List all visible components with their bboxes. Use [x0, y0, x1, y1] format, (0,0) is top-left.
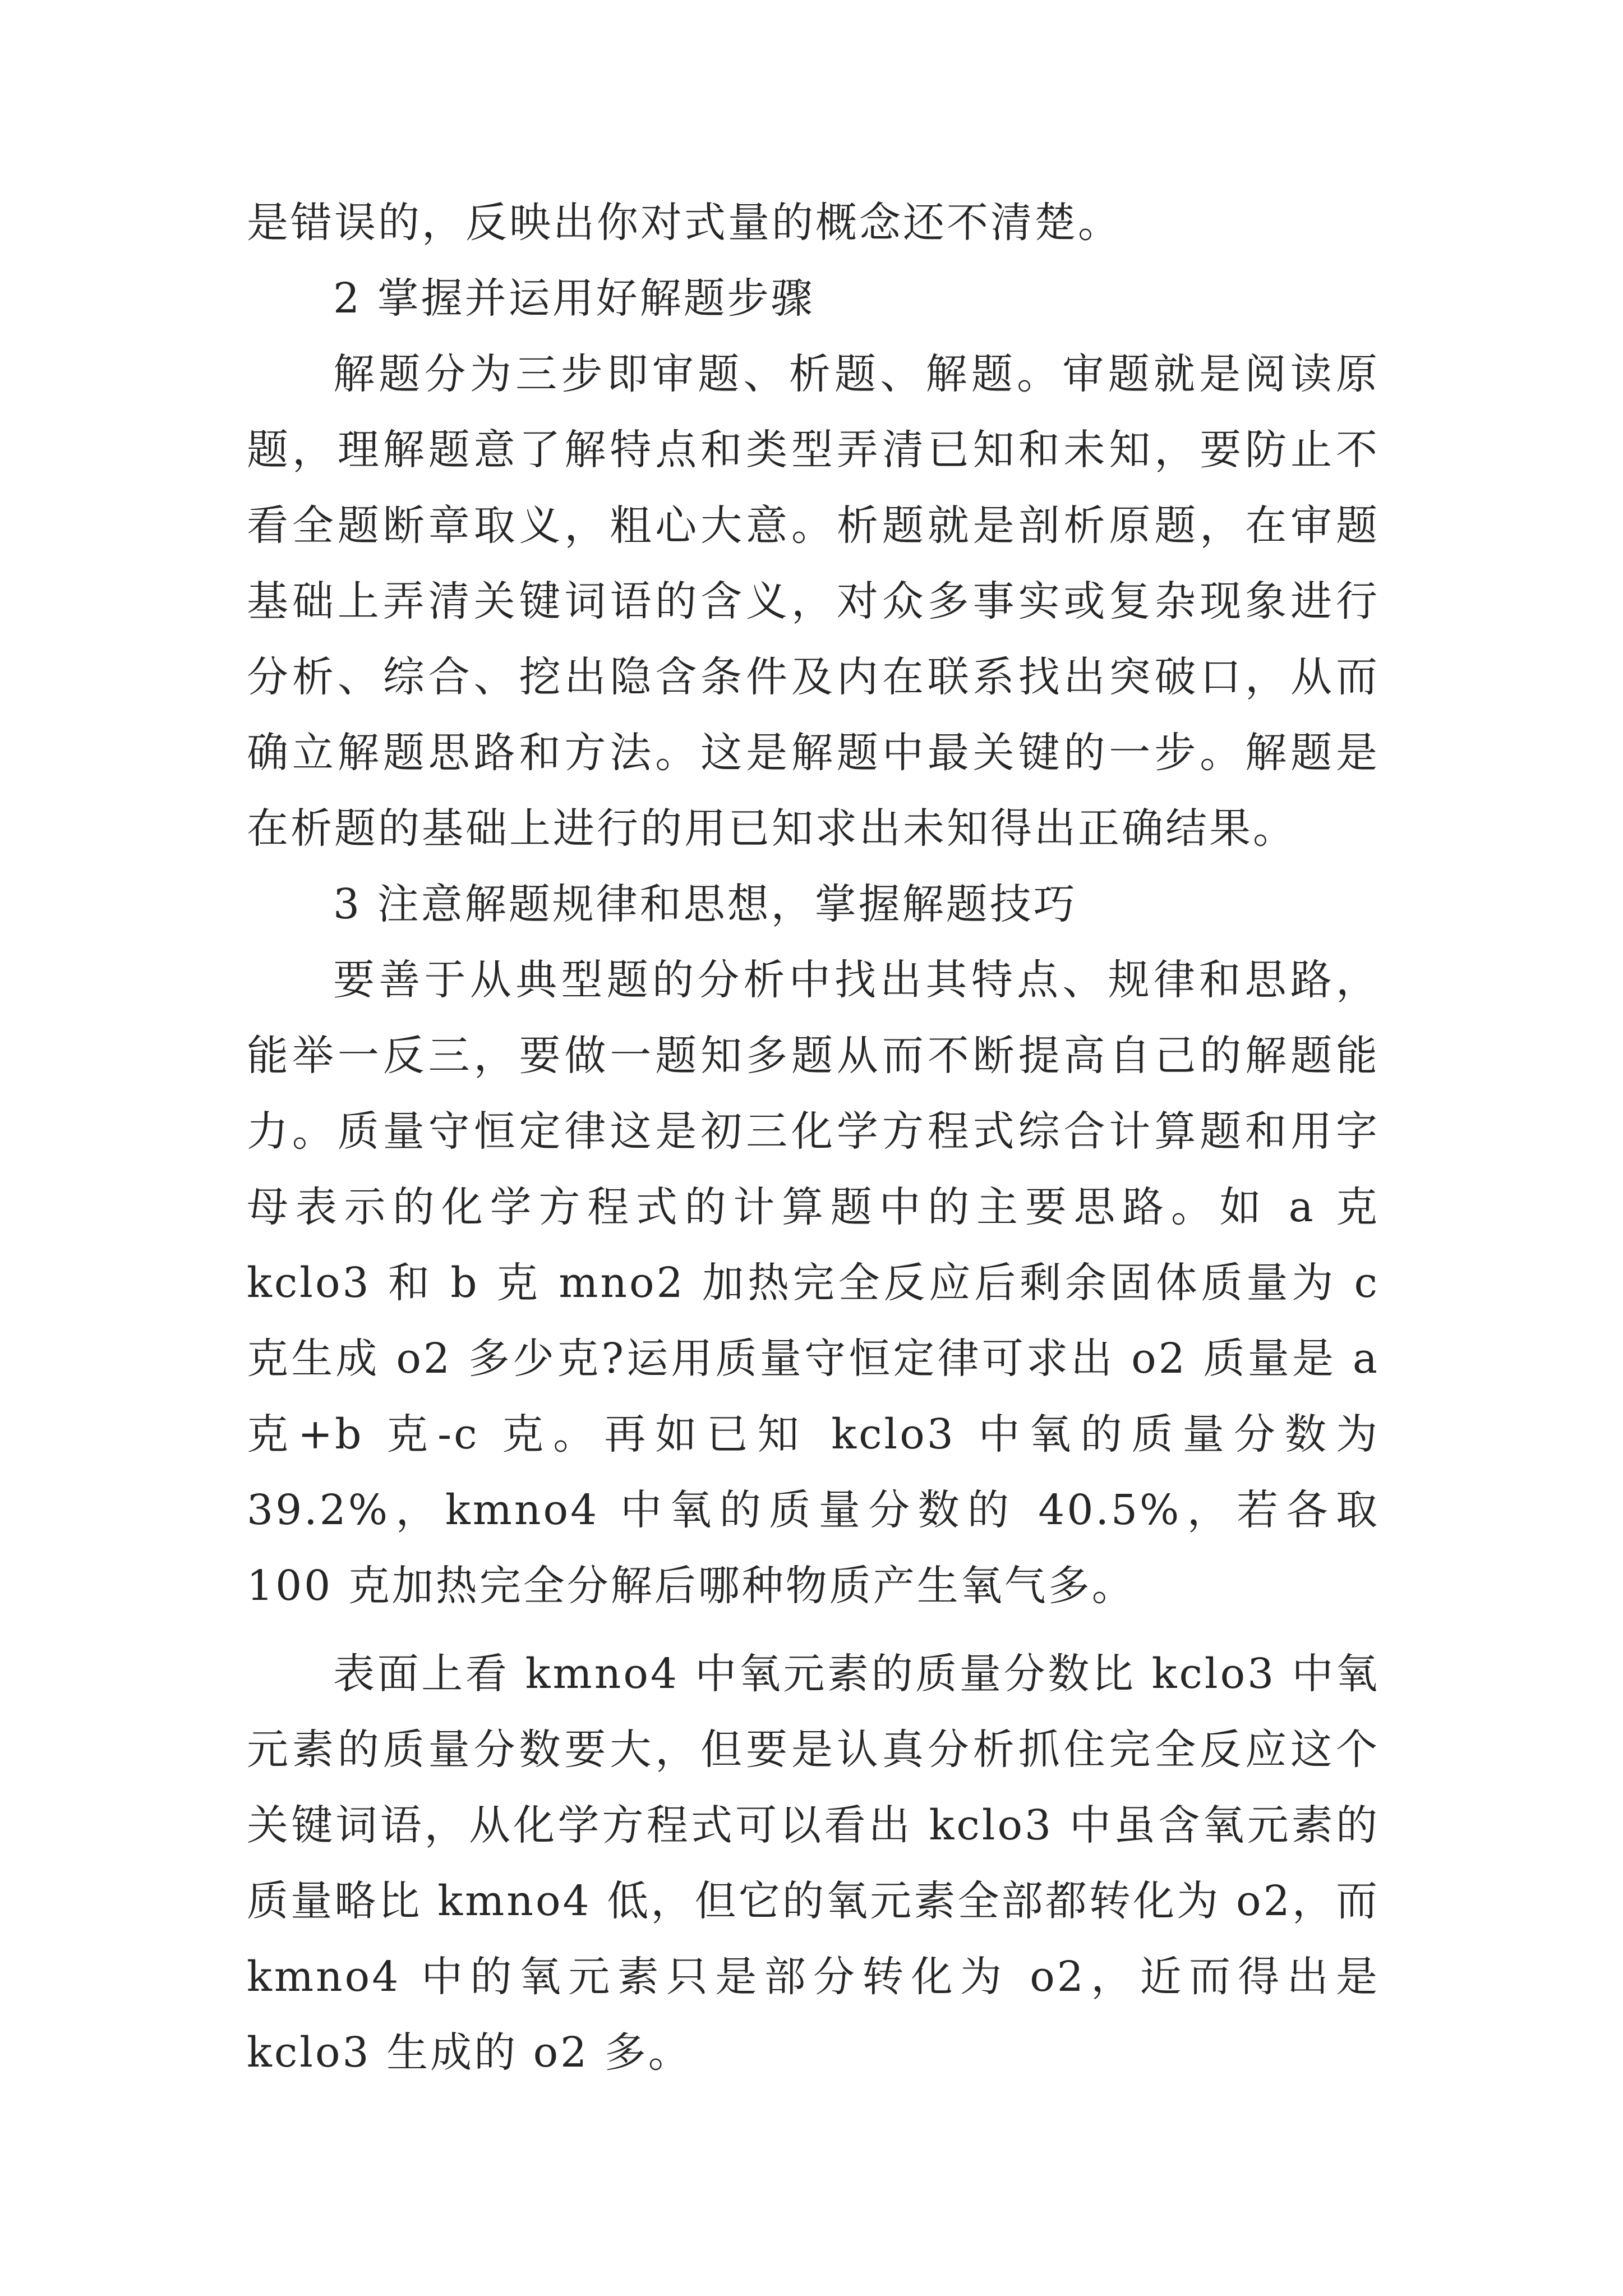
paragraph-continuation: 是错误的，反映出你对式量的概念还不清楚。 [247, 199, 1122, 247]
paragraph-rules-and-tips: 要善于从典型题的分析中找出其特点、规律和思路，能举一反三，要做一题知多题从而不断提高自己的解题能力。质量守恒定律这是初三化学方程式综合计算题和用字母表示的化学方程式的计算题中的主要思路。如 a 克 kclo3 和 b 克 mno2 加热完全反应后剩余固体质量为 c 克生成 o2 多少克?运用质量守恒定律可求出 o2 质量是 a 克+b 克-c 克。再如已知 kclo3 中氧的质量分数为 39.2%，kmno4 中氧的质量分数的 40.5%，若各取 100 克加热完全分解后哪种物质产生氧气多。 [247, 956, 1380, 1610]
section-heading-3: 3 注意解题规律和思想，掌握解题技巧 [333, 880, 1077, 928]
document-body [247, 185, 1380, 2091]
paragraph-kmno4-analysis: 表面上看 kmno4 中氧元素的质量分数比 kclo3 中氧元素的质量分数要大，但要是认真分析抓住完全反应这个关键词语，从化学方程式可以看出 kclo3 中虽含氧元素的质量略比 kmno4 低，但它的氧元素全部都转化为 o2，而 kmno4 中的氧元素只是部分转化为 o2，近而得出是 kclo3 生成的 o2 多。 [247, 1650, 1380, 2077]
paragraph-solving-steps: 解题分为三步即审题、析题、解题。审题就是阅读原题，理解题意了解特点和类型弄清已知和未知，要防止不看全题断章取义，粗心大意。析题就是剖析原题，在审题基础上弄清关键词语的含义，对众多事实或复杂现象进行分析、综合、挖出隐含条件及内在联系找出突破口，从而确立解题思路和方法。这是解题中最关键的一步。解题是在析题的基础上进行的用已知求出未知得出正确结果。 [247, 350, 1380, 853]
section-heading-2: 2 掌握并运用好解题步骤 [333, 274, 815, 323]
